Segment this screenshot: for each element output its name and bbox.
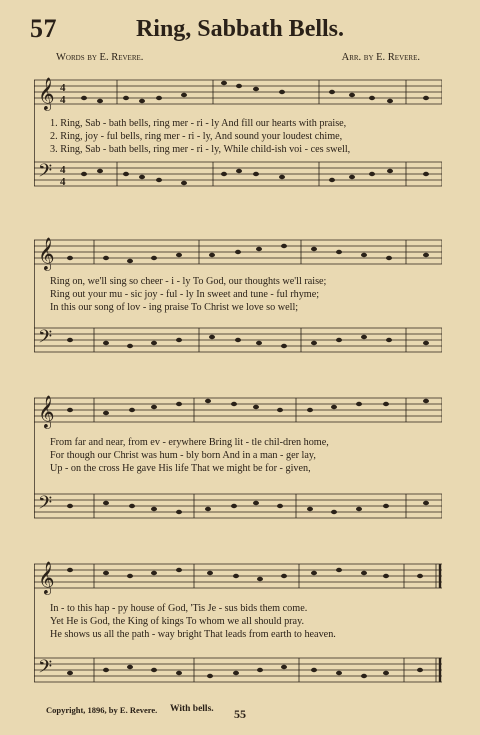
page-number: 55 xyxy=(234,707,246,721)
svg-text:4: 4 xyxy=(60,94,66,106)
lyric-line: From far and near, from ev - erywhere Bring lit - tle chil-dren home, xyxy=(50,437,329,448)
lyric-line: Up - on the cross He gave His life That we might be for - given, xyxy=(50,463,311,474)
music-system-4 xyxy=(34,556,442,698)
lyric-line: In this our song of lov - ing praise To Christ we love so well; xyxy=(50,302,299,313)
performance-note: With bells. xyxy=(170,704,214,714)
lyric-line: For though our Christ was hum - bly born And in a man - ger lay, xyxy=(50,450,316,461)
lyric-line: Yet He is God, the King of kings To whom we all should pray. xyxy=(50,616,305,627)
copyright-notice: Copyright, 1896, by E. Revere. xyxy=(46,705,158,715)
hymn-title: Ring, Sabbath Bells. xyxy=(135,16,345,42)
music-system-3 xyxy=(34,390,442,532)
lyric-line: Ring on, we'll sing so cheer - i - ly To God, our thoughts we'll raise; xyxy=(50,276,327,287)
hymn-number: 57 xyxy=(30,14,57,43)
svg-text:𝄢: 𝄢 xyxy=(38,160,53,185)
lyric-line: He shows us all the path - way bright That leads from earth to heaven. xyxy=(50,629,336,640)
svg-text:4: 4 xyxy=(60,176,66,188)
words-credit: Words by E. Revere. xyxy=(56,52,144,63)
svg-text:𝄢: 𝄢 xyxy=(38,492,53,517)
lyric-line: In - to this hap - py house of God, 'Tis Je - sus bids them come. xyxy=(50,603,308,614)
svg-text:𝄞: 𝄞 xyxy=(38,79,55,110)
lyric-line: Ring out your mu - sic joy - ful - ly In sweet and tune - ful rhyme; xyxy=(50,289,320,300)
lyric-line: 2. Ring, joy - ful bells, ring mer - ri - ly, And sound your loudest chime, xyxy=(50,131,343,142)
music-system-2 xyxy=(34,226,442,368)
arrangement-credit: Arr. by E. Revere. xyxy=(341,52,420,63)
svg-text:4: 4 xyxy=(60,82,66,94)
lyric-line: 1. Ring, Sab - bath bells, ring mer - ri - ly And fill our hearts with praise, xyxy=(50,118,347,129)
music-system-1 xyxy=(34,62,442,204)
lyric-line: 3. Ring, Sab - bath bells, ring mer - ri - ly, While child-ish voi - ces swell, xyxy=(50,144,351,155)
svg-text:𝄞: 𝄞 xyxy=(38,563,55,594)
svg-text:𝄢: 𝄢 xyxy=(38,326,53,351)
svg-text:4: 4 xyxy=(60,164,66,176)
svg-text:𝄞: 𝄞 xyxy=(38,239,55,270)
svg-text:𝄢: 𝄢 xyxy=(38,656,53,681)
svg-text:𝄞: 𝄞 xyxy=(38,397,55,428)
